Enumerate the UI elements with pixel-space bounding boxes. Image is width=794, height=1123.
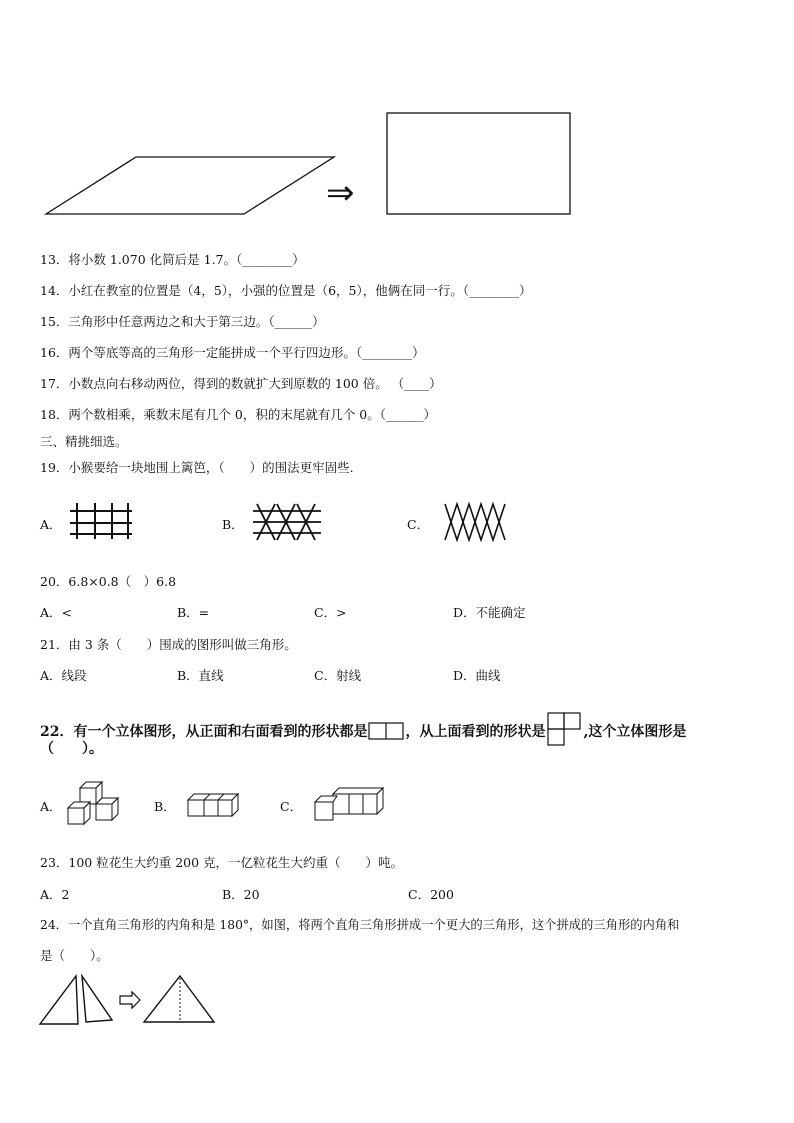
- q23-option-c[interactable]: C．200: [408, 887, 454, 902]
- statement-13: 13．将小数 1.070 化简后是 1.7。（________）: [40, 252, 305, 267]
- section-title: 三、精挑细选。: [40, 434, 128, 449]
- cube-row-b-figure: [186, 790, 246, 830]
- statement-15: 15．三角形中任意两边之和大于第三边。（______）: [40, 314, 325, 329]
- statement-16: 16．两个等底等高的三角形一定能拼成一个平行四边形。（________）: [40, 345, 425, 360]
- cube-stack-a-figure: [66, 778, 126, 828]
- question-23: 23．100 粒花生大约重 200 克，一亿粒花生大约重（ ）吨。: [40, 855, 404, 870]
- cube-row-c-figure: [313, 788, 393, 828]
- fence-cross-figure: [253, 502, 333, 542]
- question-24: 24．一个直角三角形的内角和是 180°，如图，将两个直角三角形拼成一个更大的三角形，这个拼成的三角形的内角和: [40, 918, 680, 932]
- question-19: 19．小猴要给一块地围上篱笆，（ ）的围法更牢固些.: [40, 460, 354, 475]
- fence-zigzag-figure: [445, 504, 515, 544]
- q22-text-3: ,这个立体图形是: [583, 724, 687, 740]
- q19-option-b[interactable]: B．: [222, 517, 244, 532]
- question-20: 20．6.8×0.8（ ）6.8: [40, 574, 177, 589]
- q20-option-b[interactable]: B．=: [177, 605, 210, 620]
- q23-option-a[interactable]: A．2: [40, 887, 70, 902]
- q20-option-a[interactable]: A．<: [40, 605, 73, 620]
- top-view-figure: [547, 712, 581, 746]
- rectangle-figure: [0, 0, 794, 230]
- q19-option-c[interactable]: C．: [407, 517, 430, 532]
- statement-14: 14．小红在教室的位置是（4，5），小强的位置是（6，5），他俩在同一行。（________）: [40, 283, 532, 298]
- statement-18: 18．两个数相乘，乘数末尾有几个 0，积的末尾就有几个 0。（______）: [40, 407, 437, 422]
- statement-17: 17．小数点向右移动两位，得到的数就扩大到原数的 100 倍。 （____）: [40, 376, 442, 391]
- front-view-figure: [368, 722, 404, 740]
- q22-option-c[interactable]: C．: [280, 799, 303, 814]
- question-24-continued: 是（ ）。: [40, 948, 109, 963]
- question-22: [40, 702, 686, 741]
- q21-option-c[interactable]: C．射线: [314, 668, 362, 683]
- q21-option-d[interactable]: D．曲线: [453, 668, 501, 683]
- q21-option-a[interactable]: A．线段: [40, 668, 87, 683]
- q22-answer-line: （ ）。: [40, 741, 103, 757]
- q20-option-c[interactable]: C．>: [314, 605, 347, 620]
- q19-option-a[interactable]: A．: [40, 517, 62, 532]
- fence-grid-figure: [70, 503, 140, 543]
- transform-arrow: ⇒: [326, 173, 355, 213]
- question-21: 21．由 3 条（ ）围成的图形叫做三角形。: [40, 637, 297, 652]
- q23-option-b[interactable]: B．20: [222, 887, 260, 902]
- q22-text-1: 22．有一个立体图形，从正面和右面看到的形状都是: [40, 724, 368, 740]
- q22-option-b[interactable]: B．: [154, 799, 176, 814]
- q22-option-a[interactable]: A．: [40, 799, 62, 814]
- q22-text-2: ，从上面看到的形状是: [405, 724, 546, 740]
- triangles-figure: [38, 972, 238, 1032]
- q21-option-b[interactable]: B．直线: [177, 668, 224, 683]
- q20-option-d[interactable]: D．不能确定: [453, 605, 526, 620]
